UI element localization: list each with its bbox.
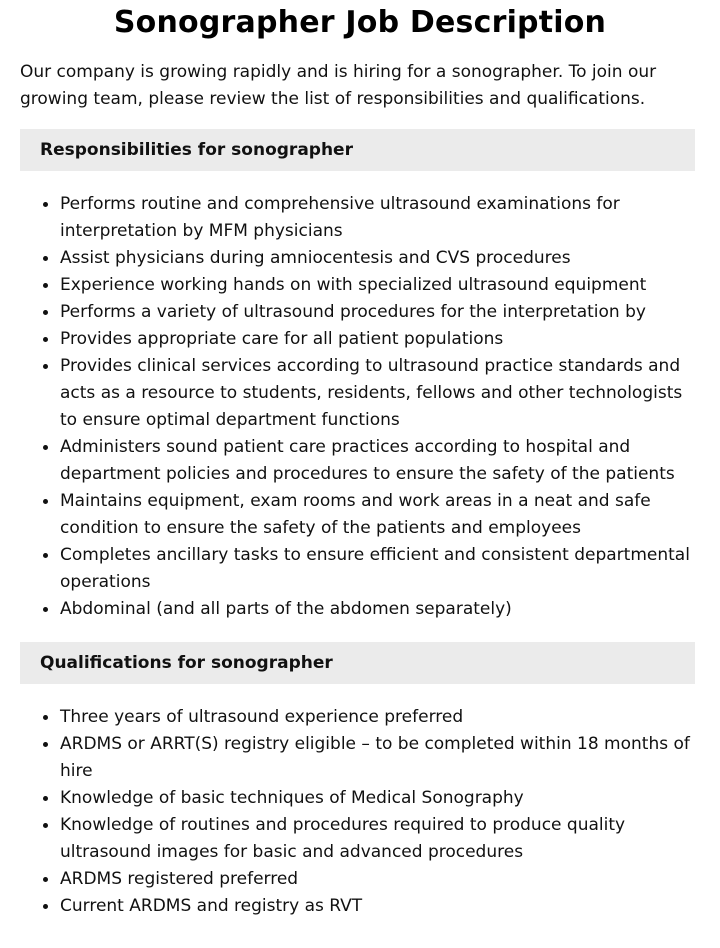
bullet-icon	[43, 823, 48, 828]
bullet-icon	[43, 202, 48, 207]
bullet-icon	[43, 499, 48, 504]
bullet-icon	[43, 310, 48, 315]
list-item-text: Performs a variety of ultrasound procedures for the interpretation by	[60, 302, 646, 322]
qualifications-heading: Qualifications for sonographer	[20, 642, 695, 684]
list-item	[60, 731, 695, 785]
list-item	[60, 299, 695, 326]
list-item-text: Knowledge of basic techniques of Medical Sonography	[60, 788, 524, 808]
bullet-icon	[43, 364, 48, 369]
list-item	[60, 245, 695, 272]
list-item	[60, 488, 695, 542]
list-item-text: Provides clinical services according to ultrasound practice standards and acts as a resource to students, residents, fellows and other technologists to ensure optimal department functions	[60, 356, 683, 430]
bullet-icon	[43, 742, 48, 747]
list-item-text: Performs routine and comprehensive ultrasound examinations for interpretation by MFM physicians	[60, 194, 620, 241]
bullet-icon	[43, 607, 48, 612]
list-item-text: Administers sound patient care practices according to hospital and department policies and procedures to ensure the safety of the patients	[60, 437, 675, 484]
responsibilities-heading: Responsibilities for sonographer	[20, 129, 695, 171]
list-item	[60, 785, 695, 812]
list-item-text: Experience working hands on with specialized ultrasound equipment	[60, 275, 647, 295]
list-item-text: Abdominal (and all parts of the abdomen separately)	[60, 599, 512, 619]
list-item-text: ARDMS registered preferred	[60, 869, 299, 889]
responsibilities-list	[0, 191, 720, 623]
bullet-icon	[43, 877, 48, 882]
bullet-icon	[43, 256, 48, 261]
page-title: Sonographer Job Description	[113, 5, 607, 40]
list-item	[60, 542, 695, 596]
bullet-icon	[43, 553, 48, 558]
list-item-text: Three years of ultrasound experience preferred	[60, 707, 464, 727]
list-item-text: Current ARDMS and registry as RVT	[60, 896, 363, 916]
bullet-icon	[43, 796, 48, 801]
list-item	[60, 353, 695, 434]
bullet-icon	[43, 445, 48, 450]
list-item	[60, 812, 695, 866]
list-item	[60, 191, 695, 245]
list-item-text: Assist physicians during amniocentesis and CVS procedures	[60, 248, 571, 268]
bullet-icon	[43, 715, 48, 720]
bullet-icon	[43, 337, 48, 342]
list-item-text: Completes ancillary tasks to ensure efficient and consistent departmental operations	[60, 545, 690, 592]
list-item-text: ARDMS or ARRT(S) registry eligible – to be completed within 18 months of hire	[60, 734, 690, 781]
list-item-text: Maintains equipment, exam rooms and work areas in a neat and safe condition to ensure the safety of the patients and employees	[60, 491, 651, 538]
list-item	[60, 326, 695, 353]
list-item-text: Knowledge of routines and procedures required to produce quality ultrasound images for basic and advanced procedures	[60, 815, 626, 862]
list-item	[60, 893, 695, 920]
bullet-icon	[43, 904, 48, 909]
intro-paragraph: Our company is growing rapidly and is hiring for a sonographer. To join our growing team, please review the list of responsibilities and qualifications.	[20, 62, 657, 109]
list-item	[60, 866, 695, 893]
bullet-icon	[43, 283, 48, 288]
qualifications-list	[0, 704, 720, 920]
list-item	[60, 434, 695, 488]
list-item	[60, 272, 695, 299]
list-item	[60, 596, 695, 623]
list-item-text: Provides appropriate care for all patient populations	[60, 329, 504, 349]
list-item	[60, 704, 695, 731]
